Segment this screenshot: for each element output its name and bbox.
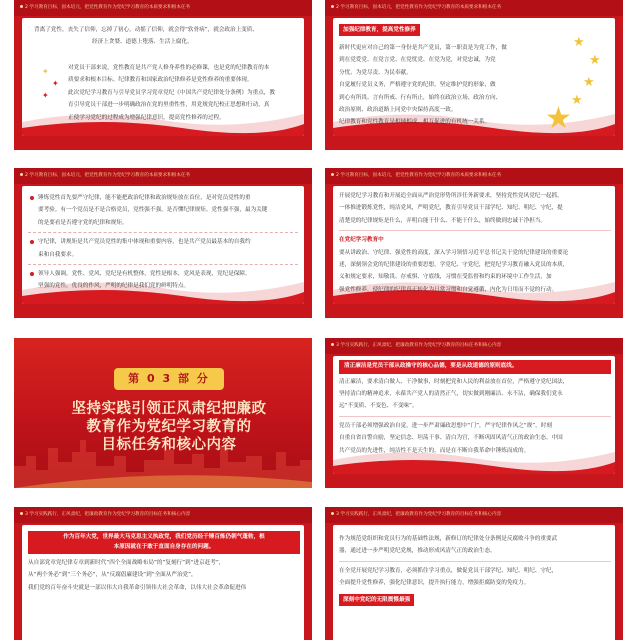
star-icon: ✦	[42, 91, 49, 100]
slide-header: 2 学习教育目标，固本培元，把党性教育作为党纪学习教育的本质要求和根本任务	[325, 0, 623, 16]
slide-header: 3 学习实践践行，正风肃纪，把廉政教育作为党纪学习教育的目标任务和核心内容	[325, 507, 623, 523]
section-title: 坚持实践引领正风肃纪把廉政 教育作为党纪学习教育的 目标任务和核心内容	[71, 401, 267, 453]
slide-subheading: 在党纪学习教育中	[339, 237, 384, 244]
star-icon: ✦	[52, 79, 59, 88]
slide-body-text: 背离了党性，丧失了信仰，忘掉了初心，动摇了信仰，就会得“软骨病”，就会政治上变质、 经济上贪婪、道德上堕落、生活上腐化。	[34, 27, 258, 46]
slide-body-text: 新时代更应对自己的第一身份是共产党员，第一职责是为党工作，做 到在党爱党、在党言党、在党忧党、在党为党，对党忠诚，为党 分忧、为党尽责、为民奉献。 自觉履行党员义务，严格遵守党的纪律，坚定维护党的形象，做 到心有所畏、言有所戒、行有所止，始终在政治立场、政治方向、 政治原则、政治道路上同党中央保持高度一致。 纪律教育和党性教育是相辅相成、相互促进的有机统一关系。	[339, 45, 507, 126]
slide-panel	[22, 18, 304, 136]
slide-header: 3 学习实践践行，正风肃纪，把廉政教育作为党纪学习教育的目标任务和核心内容	[14, 507, 312, 523]
star-icon: ★	[589, 53, 601, 68]
slide-thumbnail-1[interactable]	[14, 0, 312, 150]
slide-body-text: 作为规范党组织和党员行为的基础性法规，新修订的纪律处分条例是反腐败斗争的重要武 器，通过进一步严明党纪党规，推动形成风清气正的政治生态。 在全党开展党纪学习教育，必须抓住学习重点，做促党员干部学纪、知纪、明纪、守纪， 全面提升党性修养，强化纪律意识，提升执行能力，增强拒腐防变的免疫力。 深刻中党纪的无限震慑最强	[339, 533, 611, 606]
slide-header: 2 学习教育目标，固本培元，把党性教育作为党纪学习教育的本质要求和根本任务	[14, 0, 312, 16]
slide-header: 2 学习教育目标，固本培元，把党性教育作为党纪学习教育的本质要求和根本任务	[14, 168, 312, 184]
slide-thumbnail-3[interactable]	[14, 168, 312, 318]
star-icon: ★	[571, 93, 583, 108]
slide-heading: 加强纪律教育，提高党性修养	[339, 24, 420, 36]
slide-panel	[333, 18, 615, 136]
slide-thumbnail-2[interactable]	[325, 0, 623, 150]
slide-body-text: 作为百年大党，世界最大马克思主义执政党，我们党历经千锤百炼仍朝气蓬勃，根 本原因就在于敢于直面自身存在的问题。 从自部党章党纪律专章到新时代“四个全面战略布局”的“复刻行”到“进京赶考”， 从“两个务必”到“三个务必”，从“反腐倡廉建设”到“全面从严治党”， 我们党的百年奋斗史就是一部以伟大自我革命引领伟大社会革命，以伟大社会革命促进伟	[28, 531, 300, 594]
slide-panel	[22, 186, 304, 304]
slide-header: 3 学习实践践行，正风肃纪，把廉政教育作为党纪学习教育的目标任务和核心内容	[325, 338, 623, 354]
section-badge: 第 0 3 部 分	[114, 368, 224, 390]
slide-heading: 深刻中党纪的无限震慑最强	[339, 594, 414, 606]
slide-panel	[333, 186, 615, 304]
slide-thumbnail-8[interactable]	[325, 507, 623, 640]
slide-body-text: 对党员干部来说，党性教育是共产党人修身养性的必修课，也是党的纪律教育的本 质要求和根本目标。纪律教育和国家政治纪律修养是党性修养的重要体现。 此次党纪学习教育与引导党员学习党章党纪《中国共产党纪律处分条例》为重点，教 育引导党员干部进一步明确政治在党的里重性性，用党规党纪校正思想和行动，真 正使学习党纪的过程成为增强纪律意识，提高党性修养的过程。	[68, 65, 275, 121]
slide-panel	[333, 356, 615, 474]
highlight-banner: 作为百年大党，世界最大马克思主义执政党，我们党历经千锤百炼仍朝气蓬勃，根 本原因就在于敢于直面自身存在的问题。	[28, 531, 300, 554]
star-icon: ★	[573, 35, 585, 50]
slide-body-text: 开展党纪学习教育和开展追全面从严治党形势所涉任务新要求，坚持党性党风党纪一起抓， 一体推进锻炼党性，纯洁党风，严明党纪，教育引导党员干部学纪、知纪、明纪、守纪，提 清楚党的纪律规矩是什么，弄明白能干什么、不能干什么，始终做到忠诚干净担当。 在党纪学习教育中 要从讲政治、守纪律、强党性的高度，深入学习领悟习近平总书记关于党的纪律建设的重要论 述，深刻领会党的纪律建设的重要思想，学党纪、守党纪，把党纪学习教育融入党员的本质， 义和规定要求，知敬畏、存戒惧、守底线，习惯在受监督和约束的环境中工作生活，加 强党性修养，使纪律的纪律真正转化为日常习惯和自觉遵循，内化为日用而不觉的行动。	[339, 190, 611, 296]
slide-body-text: 锤炼党性首先要严守纪律，能不能把政治纪律和政治规矩放在首位，是对党员党性的重 要考验。有一个党员是不是合格党员，党性强不强，是否懂纪律规矩。党性强不强，最为关键 的是要看是否遵守党的纪律和规矩。 守纪律，讲规矩是共产党员党性的集中体现和重要内容，也是共产党员最基本的自我约 束和自我要求。 领导人强调，党性、党风、党纪是有机整体，党性是根本，党风是表现，党纪是保障。 坚强的党性，优良的作风，严明的纪律是我们党的鲜明特点。	[28, 192, 298, 293]
large-star-icon: ★	[545, 101, 572, 136]
slide-header: 2 学习教育目标，固本培元，把党性教育作为党纪学习教育的本质要求和根本任务	[325, 168, 623, 184]
slide-thumbnail-4[interactable]	[325, 168, 623, 318]
slide-panel	[22, 525, 304, 640]
star-icon: ★	[583, 75, 595, 90]
slide-thumbnail-6[interactable]	[325, 338, 623, 488]
highlight-banner: 清正廉洁是党员干部从政操守的核心品德，要是从政道德的原则底线。	[339, 360, 611, 374]
slide-body-text: 清正廉洁是党员干部从政操守的核心品德，要是从政道德的原则底线。 清正廉洁，要求清白做人、干净做事，时刻把党和人民的利益放在首位，严格遵守党纪国法， 坚持清白的精神追求，永葆共产党人的清然正气，切实做到刚廉洁、永不沾，确保我们党永 远“不变质、不变色、不变味”。 党员干部必须增强政治自觉，进一步严肃廉政思想中“门”，严守纪律作风之“规”，时刻 自重自省自警自励，坚定信念、坦荡干事、清白为官，不断巩固风清气正的政治生态。中国 共产党员的先进性，纯洁性不是天生的，而是在不断自我革命中锤炼而成的。	[339, 360, 611, 457]
slide-thumbnail-5[interactable]	[14, 338, 312, 488]
star-icon: ✦	[42, 67, 49, 76]
slide-thumbnail-7[interactable]	[14, 507, 312, 640]
slide-panel	[333, 525, 615, 640]
